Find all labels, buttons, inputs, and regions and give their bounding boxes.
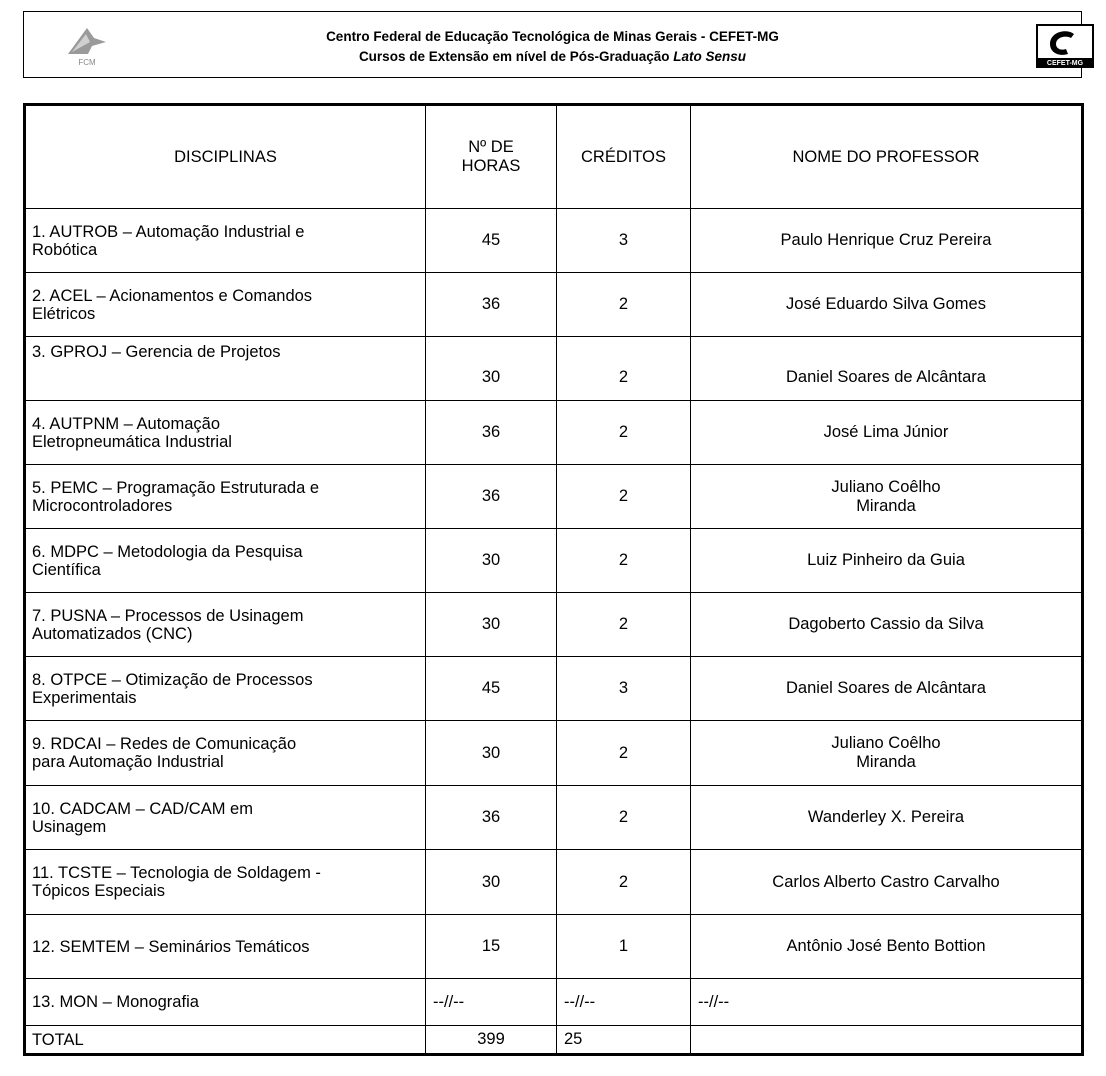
table-row: [25, 273, 1083, 337]
table-row-total: [25, 1026, 1083, 1055]
professor-cell: José Lima Júnior: [691, 401, 1083, 465]
professor-cell: José Eduardo Silva Gomes: [691, 273, 1083, 337]
professor-cell: Daniel Soares de Alcântara: [691, 657, 1083, 721]
hours-cell: 36: [426, 273, 557, 337]
hours-cell: 45: [426, 657, 557, 721]
professor-cell: --//--: [691, 979, 1083, 1026]
total-hours: 399: [426, 1026, 557, 1055]
hours-cell: 36: [426, 786, 557, 850]
table-row: [25, 529, 1083, 593]
discipline-cell: 4. AUTPNM – Automação Eletropneumática Industrial: [25, 401, 426, 465]
col-header-professor: NOME DO PROFESSOR: [691, 105, 1083, 209]
document-header: [23, 11, 1082, 78]
discipline-cell: 8. OTPCE – Otimização de Processos Experimentais: [25, 657, 426, 721]
professor-cell: Antônio José Bento Bottion: [691, 915, 1083, 979]
hours-cell: 30: [426, 721, 557, 786]
discipline-cell: 9. RDCAI – Redes de Comunicação para Automação Industrial: [25, 721, 426, 786]
professor-cell: Carlos Alberto Castro Carvalho: [691, 850, 1083, 915]
total-label: TOTAL: [25, 1026, 426, 1055]
credits-cell: 2: [557, 529, 691, 593]
table-row: [25, 209, 1083, 273]
credits-cell: 2: [557, 721, 691, 786]
table-row: [25, 337, 1083, 401]
credits-cell: 2: [557, 593, 691, 657]
hours-cell: 30: [426, 850, 557, 915]
course-line: Cursos de Extensão em nível de Pós-Graduação Lato Sensu: [358, 49, 747, 64]
credits-cell: --//--: [557, 979, 691, 1026]
hours-cell: --//--: [426, 979, 557, 1026]
discipline-cell: 13. MON – Monografia: [25, 979, 426, 1026]
professor-cell: Juliano Coêlho Miranda: [691, 721, 1083, 786]
col-header-horas: Nº DE HORAS: [426, 105, 557, 209]
credits-cell: 2: [557, 401, 691, 465]
table-row: [25, 657, 1083, 721]
table-row: [25, 721, 1083, 786]
table-row: [25, 593, 1083, 657]
table-row: [25, 915, 1083, 979]
institution-name: Centro Federal de Educação Tecnológica de Minas Gerais - CEFET-MG: [326, 29, 779, 44]
total-credits: 25: [557, 1026, 691, 1055]
total-professor-cell: [691, 1026, 1083, 1055]
discipline-cell: 12. SEMTEM – Seminários Temáticos: [25, 915, 426, 979]
professor-cell: Daniel Soares de Alcântara: [691, 337, 1083, 401]
credits-cell: 2: [557, 786, 691, 850]
credits-cell: 2: [557, 850, 691, 915]
hours-cell: 15: [426, 915, 557, 979]
discipline-cell: 10. CADCAM – CAD/CAM em Usinagem: [25, 786, 426, 850]
hours-cell: 30: [426, 529, 557, 593]
disciplines-table: [23, 103, 1084, 1056]
discipline-cell: 3. GPROJ – Gerencia de Projetos: [25, 337, 426, 401]
credits-cell: 2: [557, 273, 691, 337]
col-header-disciplinas: DISCIPLINAS: [25, 105, 426, 209]
hours-cell: 36: [426, 465, 557, 529]
table-header-row: [25, 105, 1083, 209]
hours-cell: 36: [426, 401, 557, 465]
professor-cell: Dagoberto Cassio da Silva: [691, 593, 1083, 657]
col-header-creditos: CRÉDITOS: [557, 105, 691, 209]
professor-cell: Luiz Pinheiro da Guia: [691, 529, 1083, 593]
discipline-cell: 5. PEMC – Programação Estruturada e Microcontroladores: [25, 465, 426, 529]
discipline-cell: 6. MDPC – Metodologia da Pesquisa Científica: [25, 529, 426, 593]
professor-cell: Juliano Coêlho Miranda: [691, 465, 1083, 529]
professor-cell: Paulo Henrique Cruz Pereira: [691, 209, 1083, 273]
cefet-logo: [1036, 24, 1094, 68]
table-row: [25, 465, 1083, 529]
table-row: [25, 786, 1083, 850]
credits-cell: 1: [557, 915, 691, 979]
professor-cell: Wanderley X. Pereira: [691, 786, 1083, 850]
table-row-monografia: [25, 979, 1083, 1026]
cefet-logo-text: CEFET-MG: [1046, 60, 1084, 67]
hours-cell: 30: [426, 593, 557, 657]
credits-cell: 3: [557, 657, 691, 721]
table-row: [25, 401, 1083, 465]
credits-cell: 2: [557, 465, 691, 529]
fcm-logo-text: FCM: [78, 58, 96, 67]
discipline-cell: 1. AUTROB – Automação Industrial e Robótica: [25, 209, 426, 273]
discipline-cell: 2. ACEL – Acionamentos e Comandos Elétricos: [25, 273, 426, 337]
table-row: [25, 850, 1083, 915]
hours-cell: 30: [426, 337, 557, 401]
credits-cell: 2: [557, 337, 691, 401]
hours-cell: 45: [426, 209, 557, 273]
discipline-cell: 11. TCSTE – Tecnologia de Soldagem - Tópicos Especiais: [25, 850, 426, 915]
discipline-cell: 7. PUSNA – Processos de Usinagem Automatizados (CNC): [25, 593, 426, 657]
credits-cell: 3: [557, 209, 691, 273]
